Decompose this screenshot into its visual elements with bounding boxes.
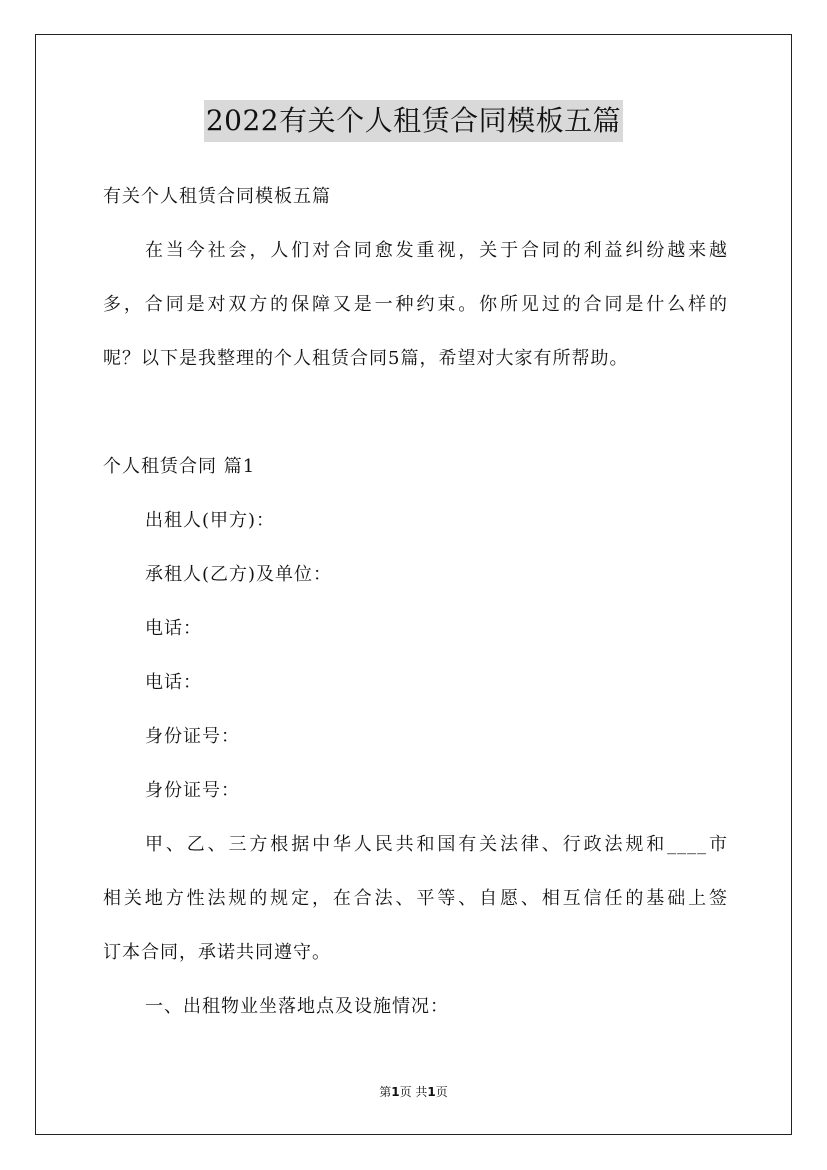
agreement-line-2: 相关地方性法规的规定，在合法、平等、自愿、相互信任的基础上签 bbox=[103, 888, 728, 909]
blank-line bbox=[103, 386, 728, 440]
phone-field-1: 电话： bbox=[145, 618, 202, 639]
footer-prefix: 第 bbox=[379, 1085, 392, 1099]
id-field-2: 身份证号： bbox=[145, 780, 240, 801]
agreement-line-3: 订本合同，承诺共同遵守。 bbox=[103, 942, 331, 963]
title-container bbox=[0, 100, 827, 142]
footer-total-suffix: 页 bbox=[435, 1085, 448, 1099]
document-title: 2022有关个人租赁合同模板五篇 bbox=[204, 100, 623, 142]
intro-line-1: 在当今社会，人们对合同愈发重视，关于合同的利益纠纷越来越 bbox=[145, 240, 728, 261]
section-heading: 个人租赁合同 篇1 bbox=[103, 456, 256, 477]
document-body bbox=[103, 170, 728, 1034]
agreement-line-1: 甲、乙、三方根据中华人民共和国有关法律、行政法规和____市 bbox=[145, 834, 728, 855]
subtitle: 有关个人租赁合同模板五篇 bbox=[103, 186, 331, 207]
footer-total-pages: 1 bbox=[427, 1085, 436, 1099]
lessor-field: 出租人(甲方)： bbox=[145, 510, 276, 531]
lessee-field: 承租人(乙方)及单位： bbox=[145, 564, 333, 585]
page-footer bbox=[0, 1083, 827, 1100]
id-field-1: 身份证号： bbox=[145, 726, 240, 747]
intro-line-3: 呢？以下是我整理的个人租赁合同5篇，希望对大家有所帮助。 bbox=[103, 348, 629, 369]
footer-page-suffix: 页 共 bbox=[399, 1085, 428, 1099]
footer-page-number: 1 bbox=[391, 1085, 400, 1099]
clause-1-heading: 一、出租物业坐落地点及设施情况： bbox=[145, 996, 449, 1017]
phone-field-2: 电话： bbox=[145, 672, 202, 693]
intro-line-2: 多，合同是对双方的保障又是一种约束。你所见过的合同是什么样的 bbox=[103, 294, 728, 315]
